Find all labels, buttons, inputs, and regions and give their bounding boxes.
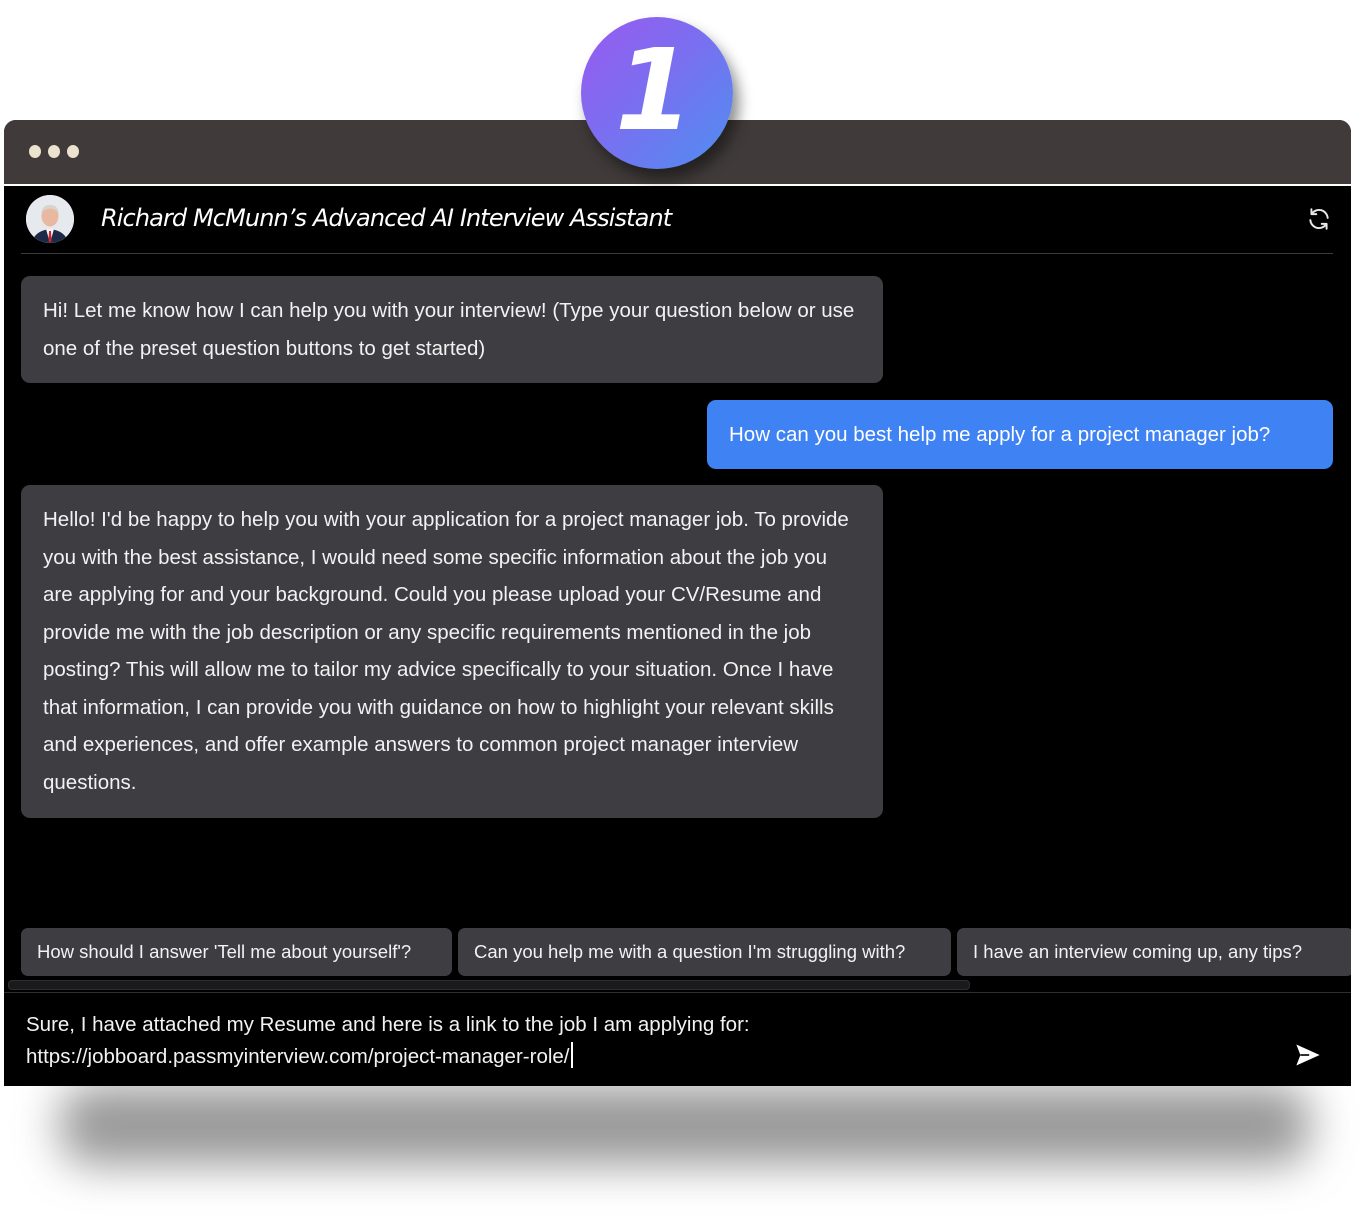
window-dot-icon[interactable] [48,145,60,158]
text-caret [571,1042,573,1068]
send-icon[interactable] [1294,1041,1322,1069]
preset-question-button[interactable]: How should I answer 'Tell me about yourself'? [21,928,452,976]
presets-scrollbar[interactable] [8,980,970,990]
chat-window [4,120,1351,1086]
preset-question-button[interactable]: Can you help me with a question I'm struggling with? [458,928,951,976]
message-input-area [4,992,1351,1086]
chat-title: Richard McMunn’s Advanced AI Interview Assistant [101,204,672,232]
chat-header [4,186,1351,256]
step-number: 1 [615,26,693,156]
window-shadow [60,1085,1310,1165]
window-dot-icon[interactable] [29,145,41,158]
assistant-avatar [26,195,74,243]
step-badge [581,17,733,169]
message-input[interactable] [26,1009,1266,1073]
message-input-value: Sure, I have attached my Resume and here is a link to the job I am applying for: https://jobboard.passmyinterview.com/project-manager-role/ [26,1013,750,1068]
preset-question-button[interactable]: I have an interview coming up, any tips? [957,928,1351,976]
assistant-message: Hello! I'd be happy to help you with your application for a project manager job. To provide you with the best assistance, I would need some specific information about the job you are applying for and your background. Could you please upload your CV/Resume and provide me with the job description or any specific requirements mentioned in the job posting? This will allow me to tailor my advice specifically to your situation. Once I have that information, I can provide you with guidance on how to highlight your relevant skills and experiences, and offer example answers to common project manager interview questions. [21,485,883,818]
user-message: How can you best help me apply for a project manager job? [707,400,1333,469]
refresh-icon[interactable] [1306,206,1332,232]
assistant-message: Hi! Let me know how I can help you with your interview! (Type your question below or use one of the preset question buttons to get started) [21,276,883,383]
window-dot-icon[interactable] [67,145,79,158]
header-divider [21,253,1333,254]
